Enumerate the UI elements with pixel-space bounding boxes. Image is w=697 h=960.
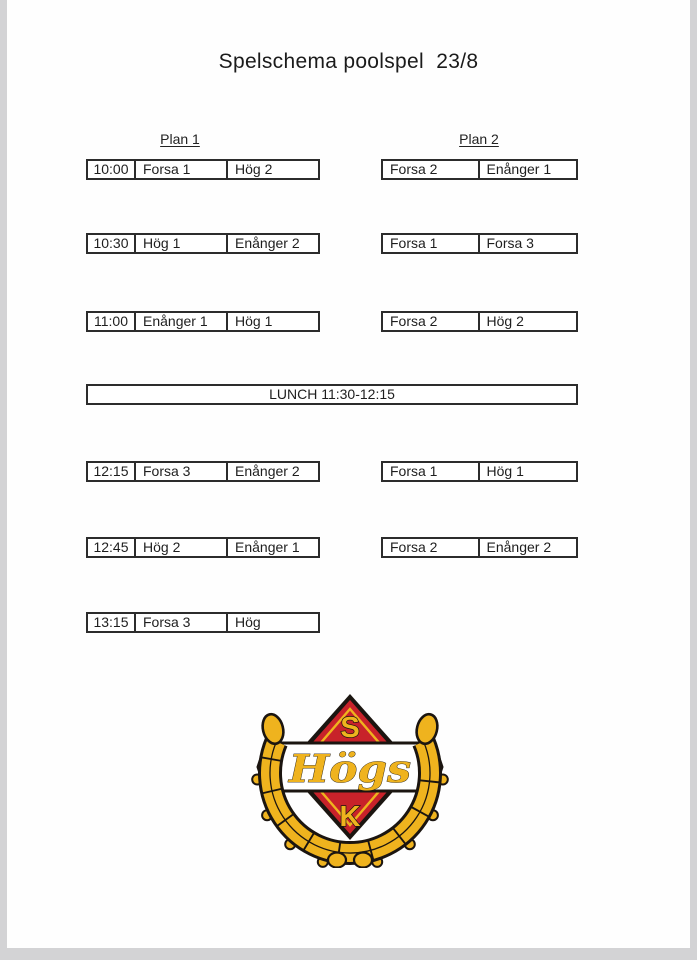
away-team: Hög 1 (486, 463, 524, 479)
match-box-plan2 (381, 233, 578, 254)
home-team: Hög 2 (136, 539, 228, 556)
club-logo-emblem (250, 693, 450, 868)
match-box-plan2 (381, 159, 578, 180)
match-time: 10:30 (88, 235, 136, 252)
match-box-plan2 (381, 461, 578, 482)
match-time: 10:00 (88, 161, 136, 178)
home-team: Forsa 1 (383, 235, 480, 252)
home-team: Forsa 3 (136, 614, 228, 631)
logo-letter-k: K (339, 801, 361, 833)
away-team: Enånger 2 (235, 235, 300, 251)
match-time: 12:45 (88, 539, 136, 556)
match-box-plan1 (86, 233, 320, 254)
match-box-plan1 (86, 159, 320, 180)
match-box-plan1 (86, 537, 320, 558)
plan2-header: Plan 2 (459, 131, 499, 147)
away-team: Hög 2 (486, 313, 524, 329)
page-title: Spelschema poolspel 23/8 (218, 50, 479, 73)
home-team: Forsa 2 (383, 539, 480, 556)
home-team: Forsa 1 (383, 463, 480, 480)
home-team: Enånger 1 (136, 313, 228, 330)
away-team: Enånger 2 (486, 539, 552, 555)
away-team: Hög 2 (235, 161, 273, 177)
plan1-header: Plan 1 (160, 131, 200, 147)
match-box-plan2 (381, 311, 578, 332)
document-page (7, 0, 690, 948)
home-team: Forsa 1 (136, 161, 228, 178)
lunch-banner (86, 384, 578, 405)
home-team: Hög 1 (136, 235, 228, 252)
home-team: Forsa 2 (383, 313, 480, 330)
match-time: 13:15 (88, 614, 136, 631)
away-team: Hög (235, 614, 261, 630)
away-team: Hög 1 (235, 313, 273, 329)
home-team: Forsa 2 (383, 161, 480, 178)
match-box-plan2 (381, 537, 578, 558)
logo-script-name: Högs (287, 746, 411, 791)
match-box-plan1 (86, 311, 320, 332)
away-team: Enånger 2 (235, 463, 300, 479)
away-team: Enånger 1 (235, 539, 300, 555)
logo-letter-s: S (340, 712, 360, 744)
match-box-plan1 (86, 461, 320, 482)
away-team: Enånger 1 (486, 161, 552, 177)
lunch-label: LUNCH 11:30-12:15 (269, 386, 395, 402)
match-time: 11:00 (88, 313, 136, 330)
home-team: Forsa 3 (136, 463, 228, 480)
club-logo (250, 693, 450, 868)
away-team: Forsa 3 (486, 235, 534, 251)
match-time: 12:15 (88, 463, 136, 480)
match-box-plan1 (86, 612, 320, 633)
